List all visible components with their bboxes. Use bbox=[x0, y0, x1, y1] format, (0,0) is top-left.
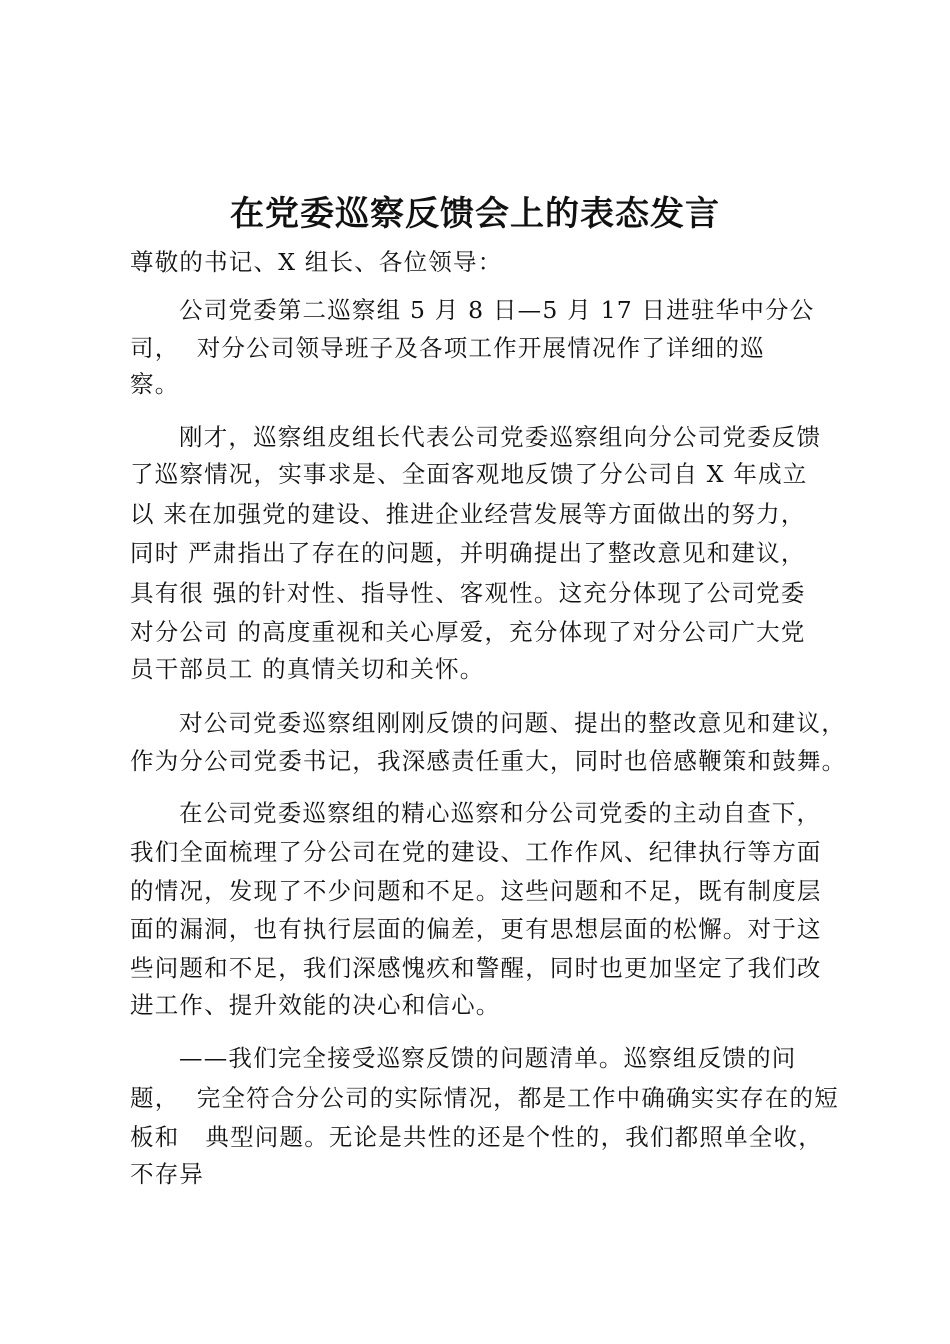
paragraph-2-line-3: 以 来在加强党的建设、推进企业经营发展等方面做出的努力， bbox=[130, 500, 806, 528]
paragraph-1-line-1: 公司党委第二巡察组 5 月 8 日—5 月 17 日进驻华中分公 bbox=[179, 296, 815, 324]
paragraph-5-line-1: ——我们完全接受巡察反馈的问题清单。巡察组反馈的问 bbox=[179, 1044, 797, 1072]
paragraph-1-line-2: 司， 对分公司领导班子及各项工作开展情况作了详细的巡 bbox=[130, 334, 765, 362]
paragraph-1-line-3: 察。 bbox=[130, 370, 180, 398]
paragraph-4-line-6: 进工作、提升效能的决心和信心。 bbox=[130, 991, 501, 1019]
paragraph-4-line-5: 些问题和不足，我们深感愧疚和警醒，同时也更加坚定了我们改 bbox=[130, 954, 822, 982]
paragraph-2-line-4: 同时 严肃指出了存在的问题，并明确提出了整改意见和建议， bbox=[130, 539, 806, 567]
paragraph-4-line-3: 的情况，发现了不少问题和不足。这些问题和不足，既有制度层 bbox=[130, 877, 822, 905]
document-title: 在党委巡察反馈会上的表态发言 bbox=[230, 194, 720, 234]
paragraph-5-line-2: 题， 完全符合分公司的实际情况，都是工作中确确实实存在的短 bbox=[130, 1084, 839, 1112]
paragraph-3-line-2: 作为分公司党委书记，我深感责任重大，同时也倍感鞭策和鼓舞。 bbox=[130, 747, 847, 775]
salutation: 尊敬的书记、X 组长、各位领导： bbox=[130, 248, 503, 276]
paragraph-2-line-6: 对分公司 的高度重视和关心厚爱，充分体现了对分公司广大党 bbox=[130, 618, 806, 646]
paragraph-2-line-1: 刚才，巡察组皮组长代表公司党委巡察组向分公司党委反馈 bbox=[179, 423, 822, 451]
paragraph-4-line-1: 在公司党委巡察组的精心巡察和分公司党委的主动自查下， bbox=[179, 799, 822, 827]
paragraph-4-line-4: 面的漏洞，也有执行层面的偏差，更有思想层面的松懈。对于这 bbox=[130, 915, 822, 943]
paragraph-3-line-1: 对公司党委巡察组刚刚反馈的问题、提出的整改意见和建议， bbox=[179, 709, 846, 737]
paragraph-2-line-7: 员干部员工 的真情关切和关怀。 bbox=[130, 655, 485, 683]
paragraph-5-line-4: 不存异 bbox=[130, 1160, 205, 1188]
paragraph-2-line-5: 具有很 强的针对性、指导性、客观性。这充分体现了公司党委 bbox=[130, 579, 806, 607]
paragraph-5-line-3: 板和 典型问题。无论是共性的还是个性的，我们都照单全收， bbox=[130, 1123, 823, 1151]
paragraph-2-line-2: 了巡察情况，实事求是、全面客观地反馈了分公司自 X 年成立 bbox=[130, 460, 808, 488]
paragraph-4-line-2: 我们全面梳理了分公司在党的建设、工作作风、纪律执行等方面 bbox=[130, 838, 822, 866]
